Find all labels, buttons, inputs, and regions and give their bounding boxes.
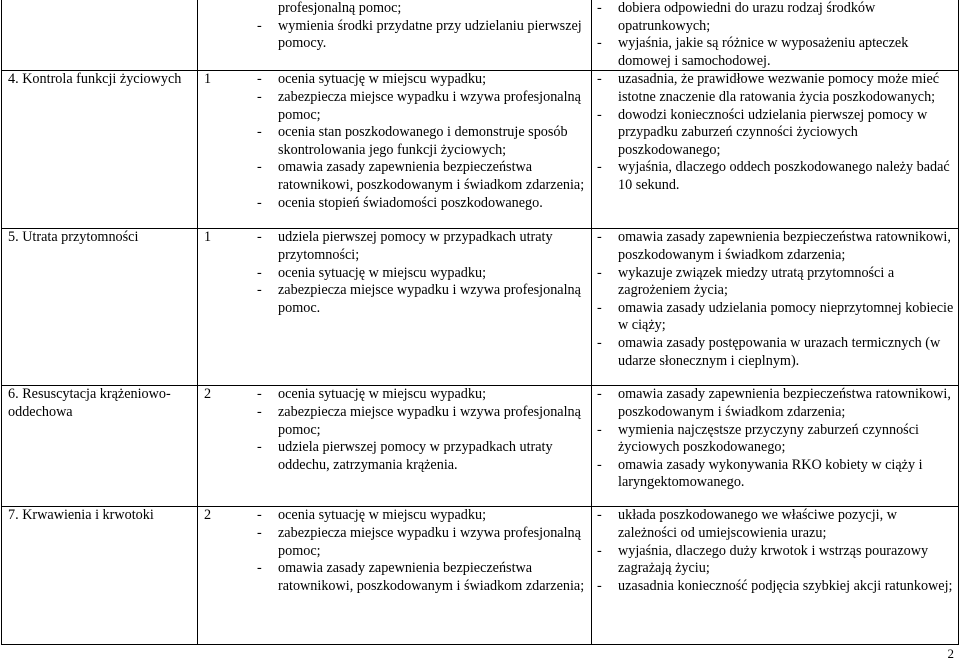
hours-cell: 2 — [204, 386, 212, 403]
list-item: - zabezpiecza miejsce wypadku i wzywa profesjonalną pomoc. — [257, 282, 581, 316]
hours-cell: 1 — [204, 229, 212, 246]
topic-cell — [2, 386, 198, 507]
table-row — [2, 229, 959, 386]
advanced-requirements-cell — [592, 507, 959, 645]
advanced-requirements-cell — [592, 229, 959, 386]
list-item: - udziela pierwszej pomocy w przypadkach utraty oddechu, zatrzymania krążenia. — [257, 439, 553, 473]
topic-title: 6. Resuscytacja krążeniowo-oddechowa — [8, 386, 171, 420]
list-item: - ocenia sytuację w miejscu wypadku; — [257, 71, 487, 88]
topic-cell — [2, 0, 198, 71]
table-row — [2, 0, 959, 71]
list-item: - wykazuje związek miedzy utratą przytomności a zagrożeniem życia; — [597, 264, 895, 299]
advanced-requirements-cell — [592, 386, 959, 507]
list-item: - omawia zasady zapewnienia bezpieczeństwa ratownikowi, poszkodowanym i świadkom zdarzenia; — [597, 386, 951, 420]
basic-requirements-cell — [198, 0, 592, 71]
basic-requirements-cell — [198, 386, 592, 507]
list-item: - ocenia sytuację w miejscu wypadku; — [257, 264, 487, 281]
list-item: - dobiera odpowiedni do urazu rodzaj środków opatrunkowych; — [597, 0, 876, 34]
list-item: - wyjaśnia, dlaczego duży krwotok i wstrząs pourazowy zagrażają życiu; — [597, 542, 929, 577]
list-item: - zabezpiecza miejsce wypadku i wzywa profesjonalną pomoc; — [257, 524, 581, 559]
topic-cell — [2, 229, 198, 386]
hours-cell: 1 — [204, 71, 212, 88]
list-item: - ocenia stopień świadomości poszkodowanego. — [257, 194, 543, 211]
list-item: - omawia zasady zapewnienia bezpieczeństwa ratownikowi, poszkodowanym i świadkom zdarzenia; — [257, 159, 585, 193]
list-item: - ocenia stan poszkodowanego i demonstruje sposób skontrolowania jego funkcji życiowych; — [257, 124, 568, 158]
topic-cell — [2, 507, 198, 645]
list-item: - omawia zasady zapewnienia bezpieczeństwa ratownikowi, poszkodowanym i świadkom zdarzenia; — [597, 229, 951, 263]
table-row — [2, 507, 959, 645]
topic-cell — [2, 71, 198, 229]
list-item: - wymienia najczęstsze przyczyny zaburzeń czynności życiowych poszkodowanego; — [597, 421, 919, 456]
table-row — [2, 386, 959, 507]
list-item: - układa poszkodowanego we właściwe pozycji, w zależności od umiejscowienia urazu; — [597, 507, 897, 541]
list-item: - ocenia sytuację w miejscu wypadku; — [257, 386, 487, 403]
advanced-requirements-cell — [592, 71, 959, 229]
curriculum-table — [1, 0, 959, 645]
basic-requirements-cell — [198, 507, 592, 645]
page-number: 2 — [947, 646, 954, 661]
topic-title: 5. Utrata przytomności — [8, 229, 139, 246]
list-item: - wyjaśnia, jakie są różnice w wyposażeniu apteczek domowej i samochodowej. — [597, 35, 909, 69]
list-item: - omawia zasady zapewnienia bezpieczeństwa ratownikowi, poszkodowanym i świadkom zdarzenia; — [257, 560, 585, 594]
list-item: - omawia zasady wykonywania RKO kobiety w ciąży i laryngektomowanego. — [597, 456, 923, 491]
list-item: - uzasadnia konieczność podjęcia szybkiej akcji ratunkowej; — [597, 577, 953, 594]
table-row — [2, 71, 959, 229]
list-item: - dowodzi konieczności udzielania pierwszej pomocy w przypadku zaburzeń czynności życiowych poszkodowanego; — [597, 106, 928, 158]
list-item: - uzasadnia, że prawidłowe wezwanie pomocy może mieć istotne znaczenie dla ratowania życia poszkodowanych; — [597, 71, 940, 105]
list-item-continuation: profesjonalną pomoc; — [278, 0, 402, 16]
topic-title: 4. Kontrola funkcji życiowych — [8, 71, 182, 88]
list-item: - zabezpiecza miejsce wypadku i wzywa profesjonalną pomoc; — [257, 88, 581, 123]
list-item: - udziela pierwszej pomocy w przypadkach utraty przytomności; — [257, 229, 553, 263]
list-item: - zabezpiecza miejsce wypadku i wzywa profesjonalną pomoc; — [257, 403, 581, 438]
hours-cell: 2 — [204, 507, 212, 524]
list-item: - omawia zasady udzielania pomocy nieprzytomnej kobiecie w ciąży; — [597, 299, 954, 334]
hours-cell — [198, 0, 252, 53]
topic-title: 7. Krwawienia i krwotoki — [8, 507, 154, 524]
list-item: - ocenia sytuację w miejscu wypadku; — [257, 507, 487, 524]
basic-requirements-cell — [198, 71, 592, 229]
list-item: - omawia zasady postępowania w urazach termicznych (w udarze słonecznym i cieplnym). — [597, 334, 941, 369]
advanced-requirements-cell — [592, 0, 959, 71]
list-item: - wyjaśnia, dlaczego oddech poszkodowanego należy badać 10 sekund. — [597, 159, 950, 193]
list-item: - wymienia środki przydatne przy udzielaniu pierwszej pomocy. — [257, 17, 582, 52]
basic-requirements-cell — [198, 229, 592, 386]
